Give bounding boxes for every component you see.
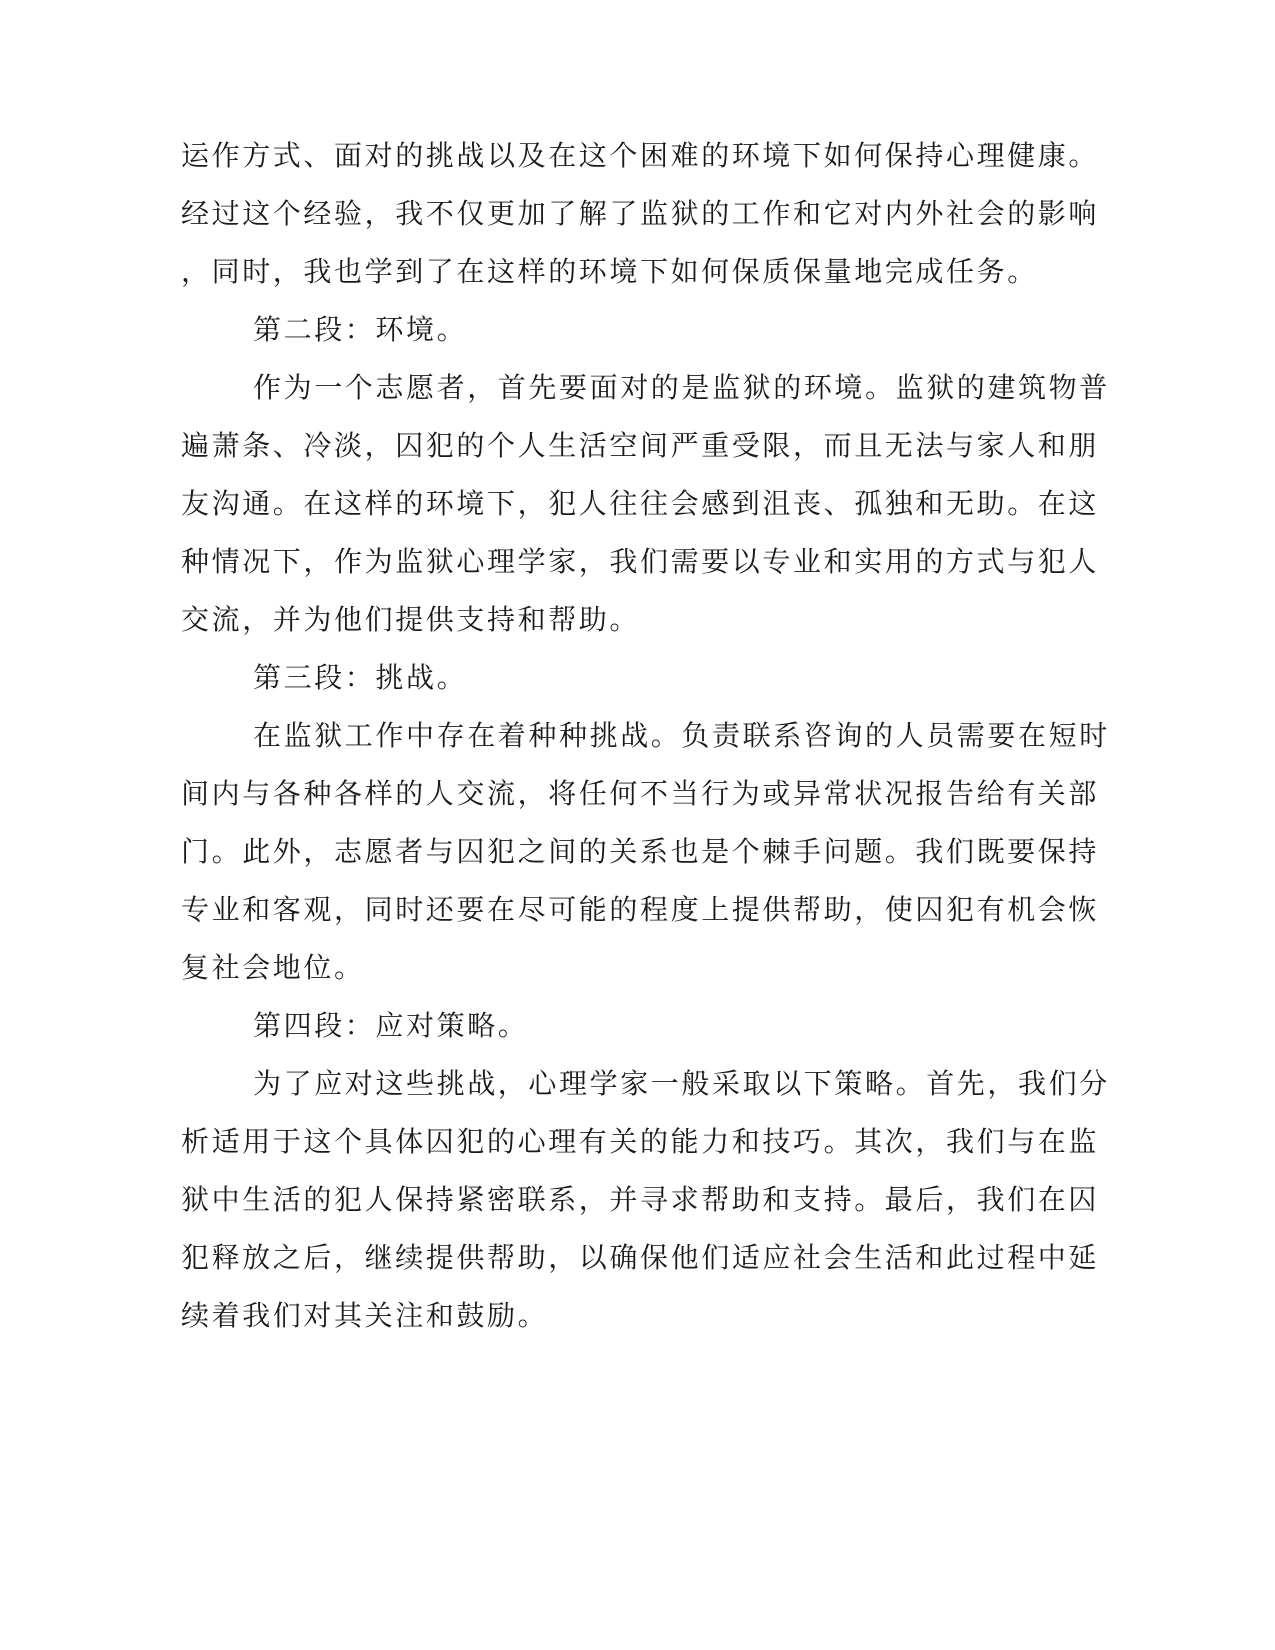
section-heading-2: 第二段：环境。 bbox=[253, 313, 468, 346]
paragraph-3-line-5: 复社会地位。 bbox=[181, 951, 365, 984]
paragraph-4-line-3: 狱中生活的犯人保持紧密联系，并寻求帮助和支持。最后，我们在囚 bbox=[181, 1183, 1100, 1216]
paragraph-2-line-1: 作为一个志愿者，首先要面对的是监狱的环境。监狱的建筑物普 bbox=[253, 371, 1110, 404]
paragraph-1-line-1: 运作方式、面对的挑战以及在这个困难的环境下如何保持心理健康。 bbox=[181, 139, 1100, 172]
paragraph-2-line-5: 交流，并为他们提供支持和帮助。 bbox=[181, 603, 641, 636]
paragraph-3-line-3: 门。此外，志愿者与囚犯之间的关系也是个棘手问题。我们既要保持 bbox=[181, 835, 1100, 868]
paragraph-4-line-4: 犯释放之后，继续提供帮助，以确保他们适应社会生活和此过程中延 bbox=[181, 1241, 1100, 1274]
section-heading-3: 第三段：挑战。 bbox=[253, 661, 468, 694]
paragraph-2-line-4: 种情况下，作为监狱心理学家，我们需要以专业和实用的方式与犯人 bbox=[181, 545, 1100, 578]
paragraph-2-line-3: 友沟通。在这样的环境下，犯人往往会感到沮丧、孤独和无助。在这 bbox=[181, 487, 1100, 520]
paragraph-4-line-1: 为了应对这些挑战，心理学家一般采取以下策略。首先，我们分 bbox=[253, 1067, 1110, 1100]
paragraph-3-line-1: 在监狱工作中存在着种种挑战。负责联系咨询的人员需要在短时 bbox=[253, 719, 1110, 752]
paragraph-1-line-3: ，同时，我也学到了在这样的环境下如何保质保量地完成任务。 bbox=[181, 255, 1038, 288]
paragraph-4-line-5: 续着我们对其关注和鼓励。 bbox=[181, 1299, 549, 1332]
paragraph-1-line-2: 经过这个经验，我不仅更加了解了监狱的工作和它对内外社会的影响 bbox=[181, 197, 1100, 230]
section-heading-4: 第四段：应对策略。 bbox=[253, 1009, 529, 1042]
paragraph-4-line-2: 析适用于这个具体囚犯的心理有关的能力和技巧。其次，我们与在监 bbox=[181, 1125, 1100, 1158]
paragraph-3-line-4: 专业和客观，同时还要在尽可能的程度上提供帮助，使囚犯有机会恢 bbox=[181, 893, 1100, 926]
paragraph-2-line-2: 遍萧条、冷淡，囚犯的个人生活空间严重受限，而且无法与家人和朋 bbox=[181, 429, 1100, 462]
paragraph-3-line-2: 间内与各种各样的人交流，将任何不当行为或异常状况报告给有关部 bbox=[181, 777, 1100, 810]
